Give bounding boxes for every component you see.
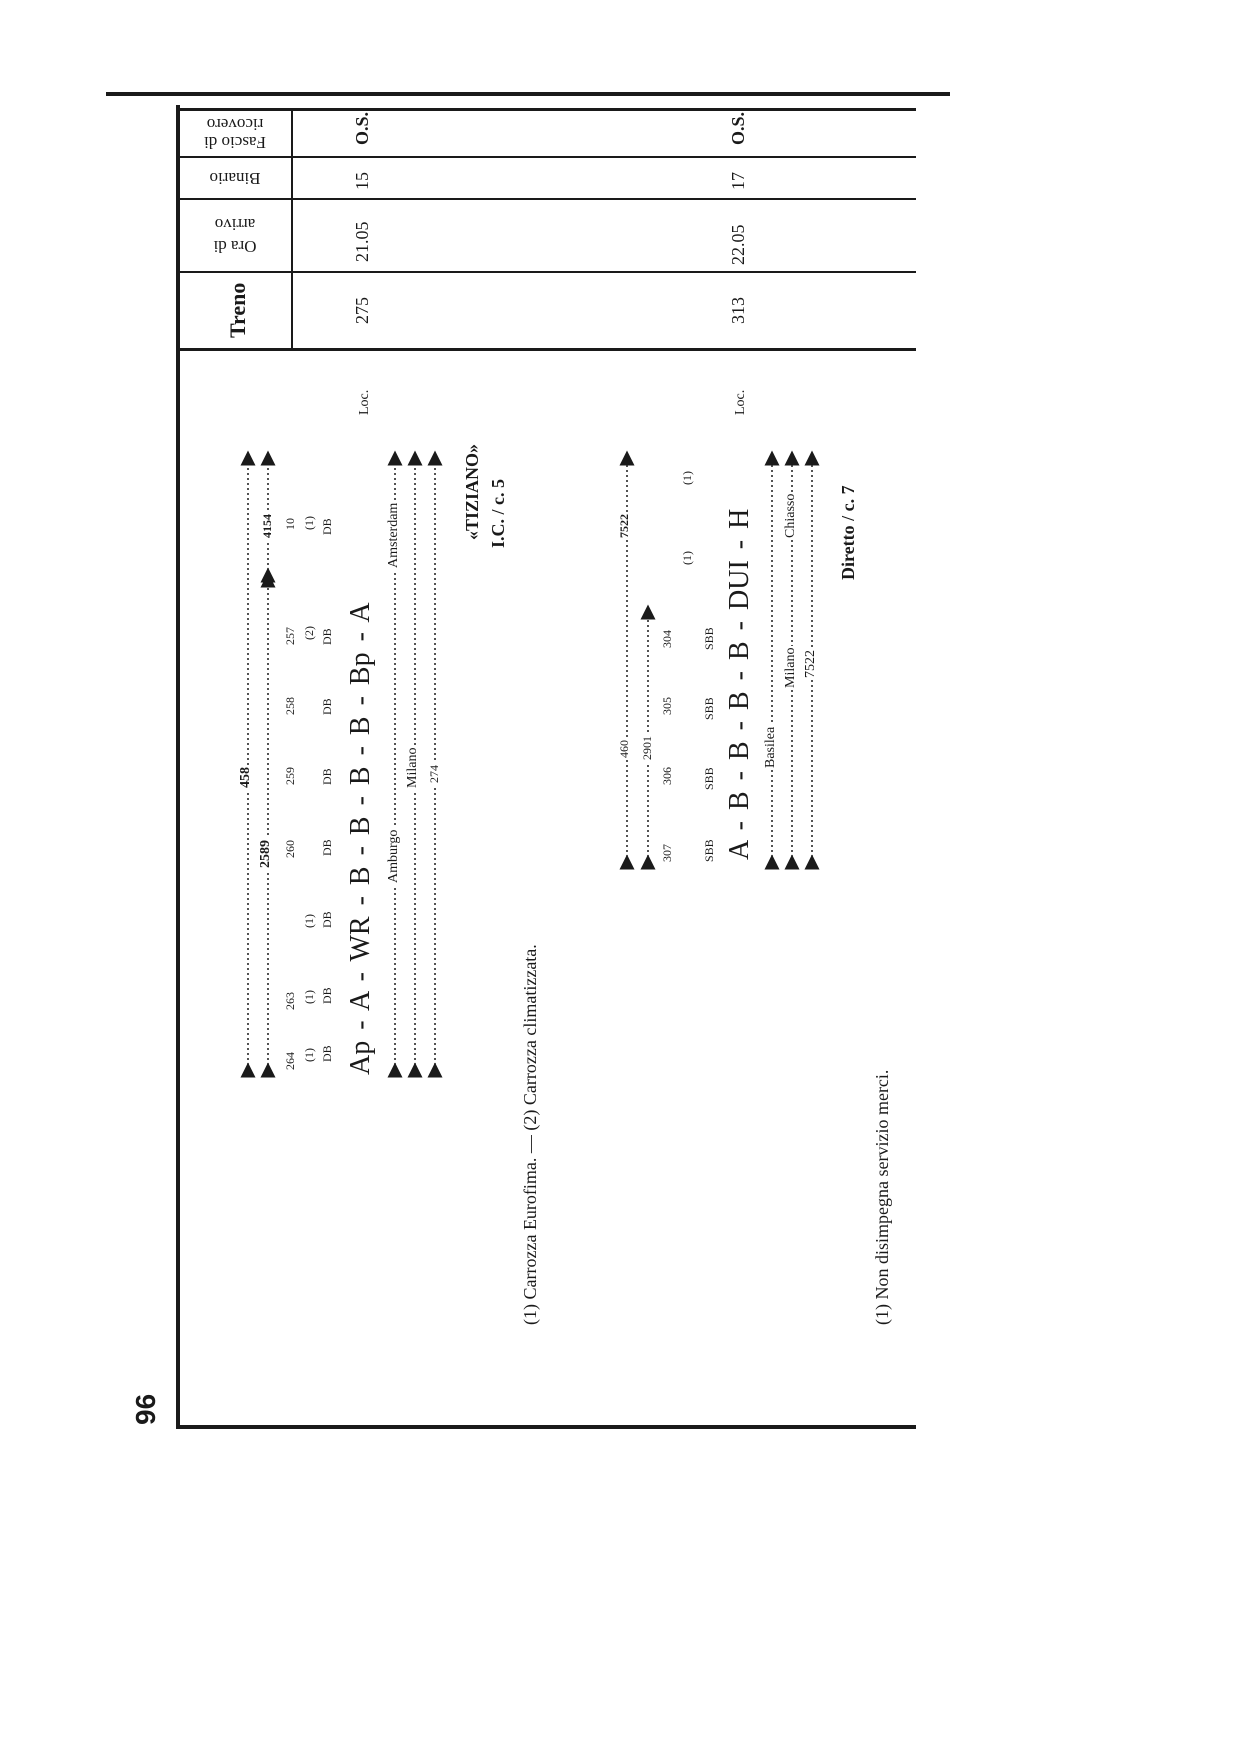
coach-number: 259 [283, 767, 297, 785]
row2-classification: Diretto / c. 7 [838, 485, 858, 580]
coach-number: 304 [660, 630, 674, 648]
coach-owner: SBB [702, 839, 716, 862]
row2-arrival: 22.05 [728, 224, 748, 265]
coach-owner: SBB [702, 697, 716, 720]
coach-number: 263 [283, 992, 297, 1010]
coach-note: (2) [302, 626, 316, 640]
row2-formation: A - B - B - B - B - DUI - H [724, 508, 755, 860]
row2-train: 313 [728, 297, 748, 324]
coach-number: 264 [283, 1052, 297, 1070]
row2-loc: Loc. [733, 389, 748, 415]
run-458-label: 458 [238, 767, 253, 788]
header-platform: Binario [209, 169, 261, 188]
row1-platform: 15 [352, 172, 372, 190]
coach-owner: DB [320, 768, 334, 785]
row2-footnote: (1) Non disimpegna servizio merci. [872, 1069, 892, 1325]
train-name: «TIZIANO» [462, 443, 482, 540]
row2-shelter: O.S. [728, 111, 748, 145]
row1-shelter: O.S. [352, 111, 372, 145]
coach-owner: DB [320, 518, 334, 535]
dest-274: 274 [427, 765, 441, 783]
dest-amsterdam: Amsterdam [386, 502, 401, 568]
run-460-label: 460 [617, 740, 631, 758]
coach-number: 257 [283, 627, 297, 645]
coach-note: (1) [302, 516, 316, 530]
run-2589-label: 2589 [258, 840, 273, 868]
dest-amburgo: Amburgo [386, 829, 401, 883]
dest-milano-2: Milano [783, 647, 798, 688]
run-4154-label: 4154 [260, 514, 274, 538]
coach-number: 260 [283, 840, 297, 858]
row1-loc: Loc. [357, 389, 372, 415]
dest-milano: Milano [405, 747, 420, 788]
header-shelter: Fascio di ricovero [204, 115, 266, 152]
coach-owner: DB [320, 911, 334, 928]
row1-formation: Ap - A - WR - B - B - B - B - Bp - A [345, 602, 376, 1075]
coach-number: 306 [660, 767, 674, 785]
header-arrival: Ora di arrivo [213, 215, 257, 257]
page-number: 96 [130, 1393, 161, 1425]
header-train: Treno [225, 282, 250, 338]
coach-owner: DB [320, 987, 334, 1004]
coach-owner: SBB [702, 627, 716, 650]
row1-train: 275 [352, 297, 372, 324]
coach-number: 10 [283, 518, 297, 530]
coach-note: (1) [302, 1048, 316, 1062]
dest-basilea: Basilea [763, 726, 778, 768]
coach-owner: SBB [702, 767, 716, 790]
coach-note: (1) [680, 551, 694, 565]
coach-owner: DB [320, 839, 334, 856]
coach-owner: DB [320, 698, 334, 715]
row2-platform: 17 [728, 172, 748, 190]
row1-footnote: (1) Carrozza Eurofima. — (2) Carrozza climatizzata. [520, 944, 540, 1325]
dest-chiasso: Chiasso [783, 493, 798, 538]
run-7522-label: 7522 [617, 514, 631, 538]
coach-note: (1) [302, 990, 316, 1004]
coach-owner: DB [320, 1045, 334, 1062]
coach-note: (1) [302, 914, 316, 928]
coach-number: 305 [660, 697, 674, 715]
row1-classification: I.C. / c. 5 [488, 479, 508, 548]
coach-note: (1) [680, 471, 694, 485]
run-2901-label: 2901 [640, 736, 654, 760]
coach-number: 258 [283, 697, 297, 715]
coach-owner: DB [320, 628, 334, 645]
row1-arrival: 21.05 [352, 221, 372, 262]
coach-number: 307 [660, 844, 674, 862]
dest-7522: 7522 [803, 650, 818, 678]
